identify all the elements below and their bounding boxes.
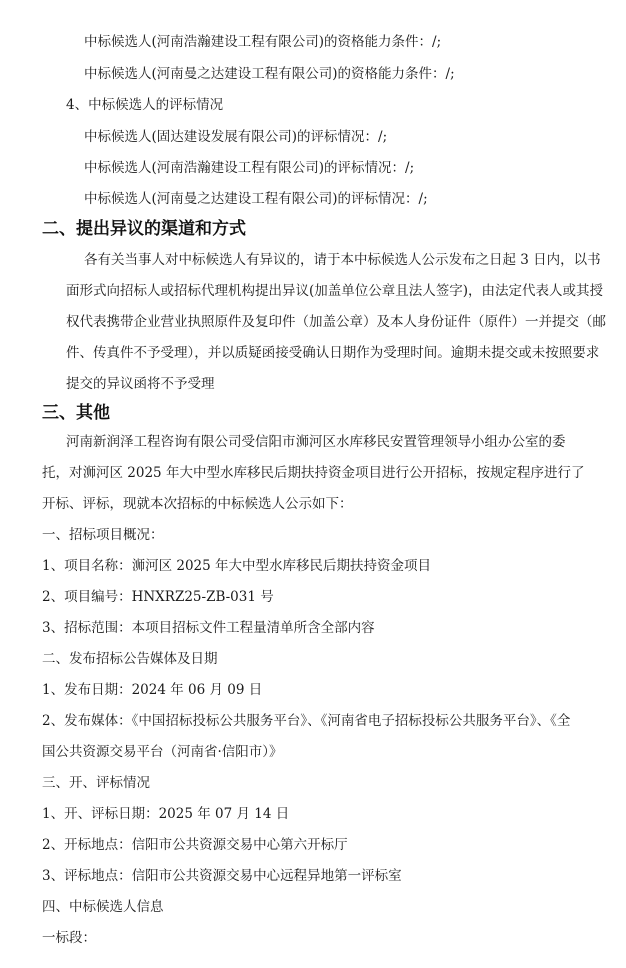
list-item: 3、评标地点：信阳市公共资源交易中心远程异地第一评标室 <box>42 868 402 884</box>
section-heading-other: 三、其他 <box>42 403 110 423</box>
evaluation-heading: 4、中标候选人的评标情况 <box>66 97 224 113</box>
list-item: 四、中标候选人信息 <box>42 899 164 915</box>
list-item: 1、发布日期：2024 年 06 月 09 日 <box>42 682 263 698</box>
list-item: 一标段： <box>42 930 96 946</box>
list-item: 二、发布招标公告媒体及日期 <box>42 651 218 667</box>
paragraph-line: 河南新润泽工程咨询有限公司受信阳市浉河区水库移民安置管理领导小组办公室的委 <box>66 434 566 450</box>
paragraph-line: 托，对浉河区 2025 年大中型水库移民后期扶持资金项目进行公开招标，按规定程序进行了 <box>42 465 585 481</box>
list-item: 3、招标范围：本项目招标文件工程量清单所含全部内容 <box>42 620 375 636</box>
list-item: 三、开、评标情况 <box>42 775 150 791</box>
paragraph-line: 件、传真件不予受理），并以质疑函接受确认日期作为受理时间。逾期未提交或未按照要求 <box>66 345 600 361</box>
evaluation-line: 中标候选人(河南曼之达建设工程有限公司)的评标情况：/; <box>84 191 428 207</box>
section-heading-objection: 二、提出异议的渠道和方式 <box>42 219 246 239</box>
qualification-line: 中标候选人(河南浩瀚建设工程有限公司)的资格能力条件：/; <box>84 34 442 50</box>
list-item: 2、项目编号：HNXRZ25-ZB-031 号 <box>42 589 274 605</box>
paragraph-line: 提交的异议函将不予受理 <box>66 376 215 392</box>
evaluation-line: 中标候选人(河南浩瀚建设工程有限公司)的评标情况：/; <box>84 160 415 176</box>
qualification-line: 中标候选人(河南曼之达建设工程有限公司)的资格能力条件：/; <box>84 66 455 82</box>
paragraph-line: 开标、评标，现就本次招标的中标候选人公示如下： <box>42 496 353 512</box>
paragraph-line: 各有关当事人对中标候选人有异议的，请于本中标候选人公示发布之日起 3 日内，以书 <box>84 252 601 268</box>
list-item: 国公共资源交易平台（河南省·信阳市）》 <box>42 744 283 760</box>
list-item: 1、开、评标日期：2025 年 07 月 14 日 <box>42 806 290 822</box>
evaluation-line: 中标候选人(固达建设发展有限公司)的评标情况：/; <box>84 129 388 145</box>
paragraph-line: 面形式向招标人或招标代理机构提出异议(加盖单位公章且法人签字)，由法定代表人或其授 <box>66 283 604 299</box>
list-item: 1、项目名称：浉河区 2025 年大中型水库移民后期扶持资金项目 <box>42 558 432 574</box>
list-item: 2、发布媒体：《中国招标投标公共服务平台》、《河南省电子招标投标公共服务平台》、《全 <box>42 713 571 729</box>
list-item: 一、招标项目概况： <box>42 527 164 543</box>
list-item: 2、开标地点：信阳市公共资源交易中心第六开标厅 <box>42 837 348 853</box>
paragraph-line: 权代表携带企业营业执照原件及复印件（加盖公章）及本人身份证件（原件）一并提交（邮 <box>66 314 606 330</box>
